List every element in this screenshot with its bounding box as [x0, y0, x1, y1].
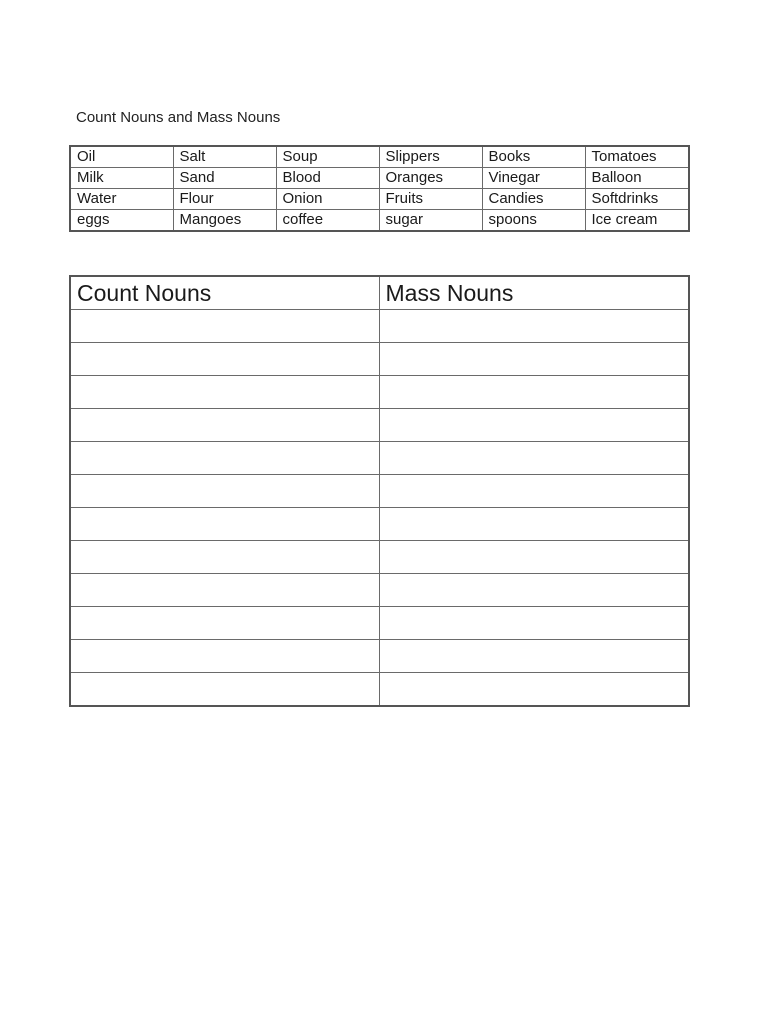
word-grid-table	[69, 145, 690, 232]
word-grid-row	[70, 146, 689, 168]
word-grid-row	[70, 168, 689, 189]
answer-row	[70, 673, 689, 707]
answer-row	[70, 343, 689, 376]
count-noun-blank-cell[interactable]	[70, 310, 379, 343]
mass-noun-blank-cell[interactable]	[379, 640, 689, 673]
mass-noun-blank-cell[interactable]	[379, 574, 689, 607]
word-cell: Tomatoes	[585, 146, 689, 168]
mass-noun-blank-cell[interactable]	[379, 607, 689, 640]
word-cell: Candies	[482, 189, 585, 210]
word-cell: Soup	[276, 146, 379, 168]
mass-noun-blank-cell[interactable]	[379, 508, 689, 541]
word-cell: Milk	[70, 168, 173, 189]
word-cell: sugar	[379, 210, 482, 232]
count-noun-blank-cell[interactable]	[70, 508, 379, 541]
word-cell: eggs	[70, 210, 173, 232]
mass-nouns-header: Mass Nouns	[379, 276, 689, 310]
mass-noun-blank-cell[interactable]	[379, 541, 689, 574]
word-cell: Onion	[276, 189, 379, 210]
word-cell: Oil	[70, 146, 173, 168]
mass-noun-blank-cell[interactable]	[379, 673, 689, 707]
answer-row	[70, 376, 689, 409]
mass-noun-blank-cell[interactable]	[379, 343, 689, 376]
word-cell: Flour	[173, 189, 276, 210]
word-cell: Salt	[173, 146, 276, 168]
count-noun-blank-cell[interactable]	[70, 673, 379, 707]
answer-row	[70, 541, 689, 574]
word-cell: spoons	[482, 210, 585, 232]
mass-noun-blank-cell[interactable]	[379, 376, 689, 409]
sorting-table-header-row	[70, 276, 689, 310]
count-noun-blank-cell[interactable]	[70, 541, 379, 574]
count-noun-blank-cell[interactable]	[70, 475, 379, 508]
answer-row	[70, 442, 689, 475]
count-noun-blank-cell[interactable]	[70, 442, 379, 475]
word-cell: Books	[482, 146, 585, 168]
word-cell: Softdrinks	[585, 189, 689, 210]
answer-row	[70, 607, 689, 640]
word-grid-row	[70, 210, 689, 232]
word-cell: Slippers	[379, 146, 482, 168]
answer-row	[70, 310, 689, 343]
count-noun-blank-cell[interactable]	[70, 607, 379, 640]
count-noun-blank-cell[interactable]	[70, 574, 379, 607]
sorting-table	[69, 275, 690, 707]
word-cell: Blood	[276, 168, 379, 189]
mass-noun-blank-cell[interactable]	[379, 409, 689, 442]
answer-row	[70, 409, 689, 442]
answer-row	[70, 574, 689, 607]
word-cell: Water	[70, 189, 173, 210]
word-cell: Ice cream	[585, 210, 689, 232]
mass-noun-blank-cell[interactable]	[379, 442, 689, 475]
count-noun-blank-cell[interactable]	[70, 409, 379, 442]
mass-noun-blank-cell[interactable]	[379, 310, 689, 343]
word-cell: Fruits	[379, 189, 482, 210]
count-noun-blank-cell[interactable]	[70, 343, 379, 376]
answer-row	[70, 640, 689, 673]
answer-row	[70, 508, 689, 541]
count-noun-blank-cell[interactable]	[70, 640, 379, 673]
word-cell: Oranges	[379, 168, 482, 189]
count-nouns-header: Count Nouns	[70, 276, 379, 310]
word-cell: coffee	[276, 210, 379, 232]
word-cell: Mangoes	[173, 210, 276, 232]
word-cell: Vinegar	[482, 168, 585, 189]
mass-noun-blank-cell[interactable]	[379, 475, 689, 508]
word-cell: Sand	[173, 168, 276, 189]
word-cell: Balloon	[585, 168, 689, 189]
page-title: Count Nouns and Mass Nouns	[76, 109, 281, 126]
answer-row	[70, 475, 689, 508]
word-grid-row	[70, 189, 689, 210]
count-noun-blank-cell[interactable]	[70, 376, 379, 409]
